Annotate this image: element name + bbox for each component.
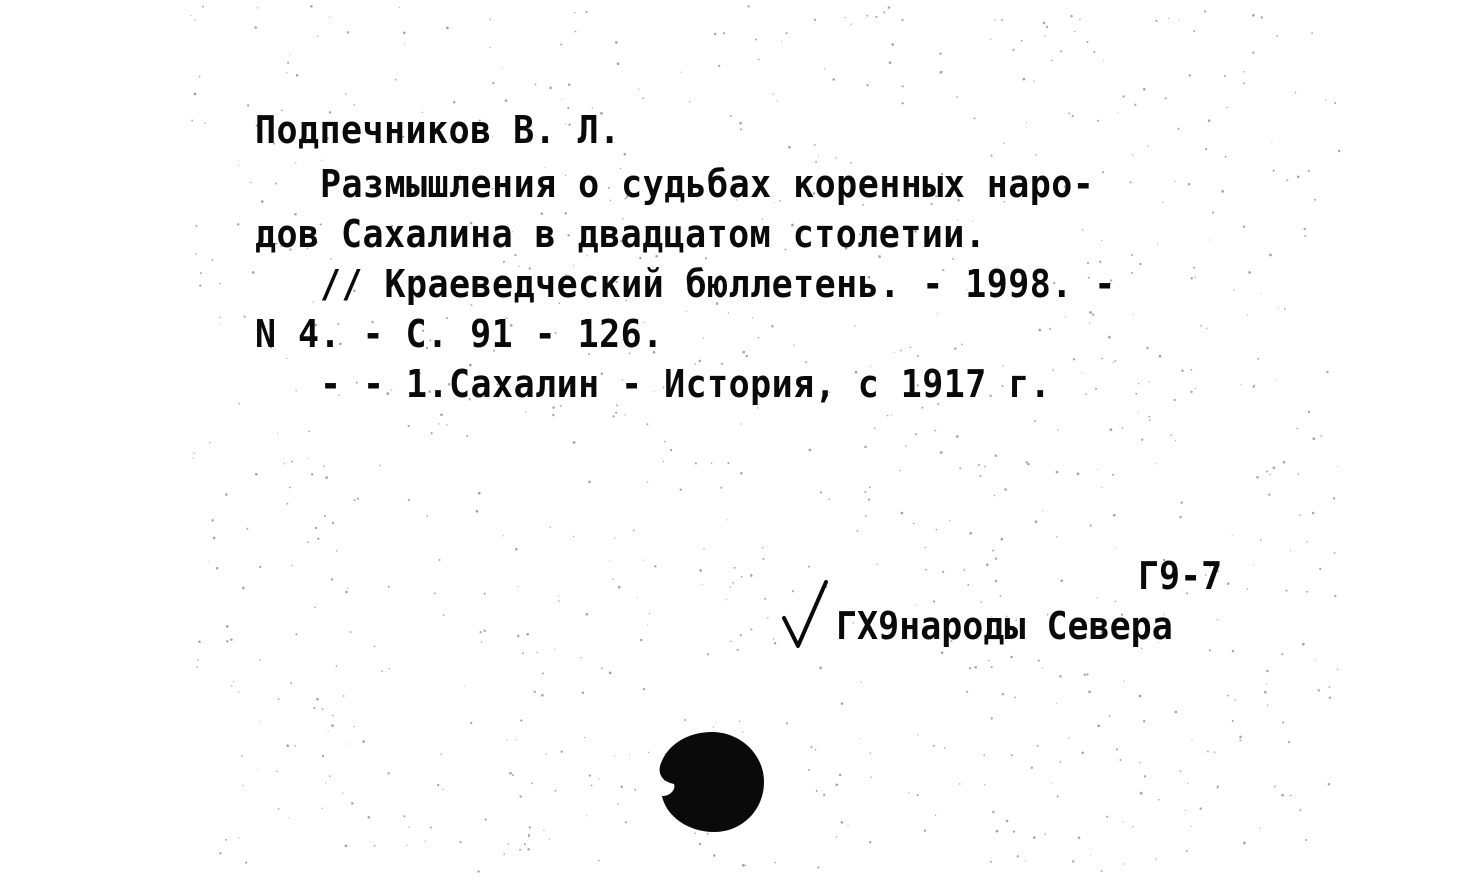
check-mark-icon [780,578,830,650]
source-line-1: // Краеведческий бюллетень. - 1998. - [320,262,1116,306]
classification-code: Г9-7 [1138,554,1223,598]
author-line: Подпечников В. Л. [255,108,621,152]
subject-heading-line: - - 1.Сахалин - История, с 1917 г. [320,362,1052,406]
punch-hole-icon [656,730,766,834]
title-line-1: Размышления о судьбах коренных наро- [320,162,1095,206]
classification-subject: ГХ9народы Севера [836,604,1173,648]
source-line-2: N 4. - С. 91 - 126. [255,312,664,356]
title-line-2: дов Сахалина в двадцатом столетии. [255,212,987,256]
